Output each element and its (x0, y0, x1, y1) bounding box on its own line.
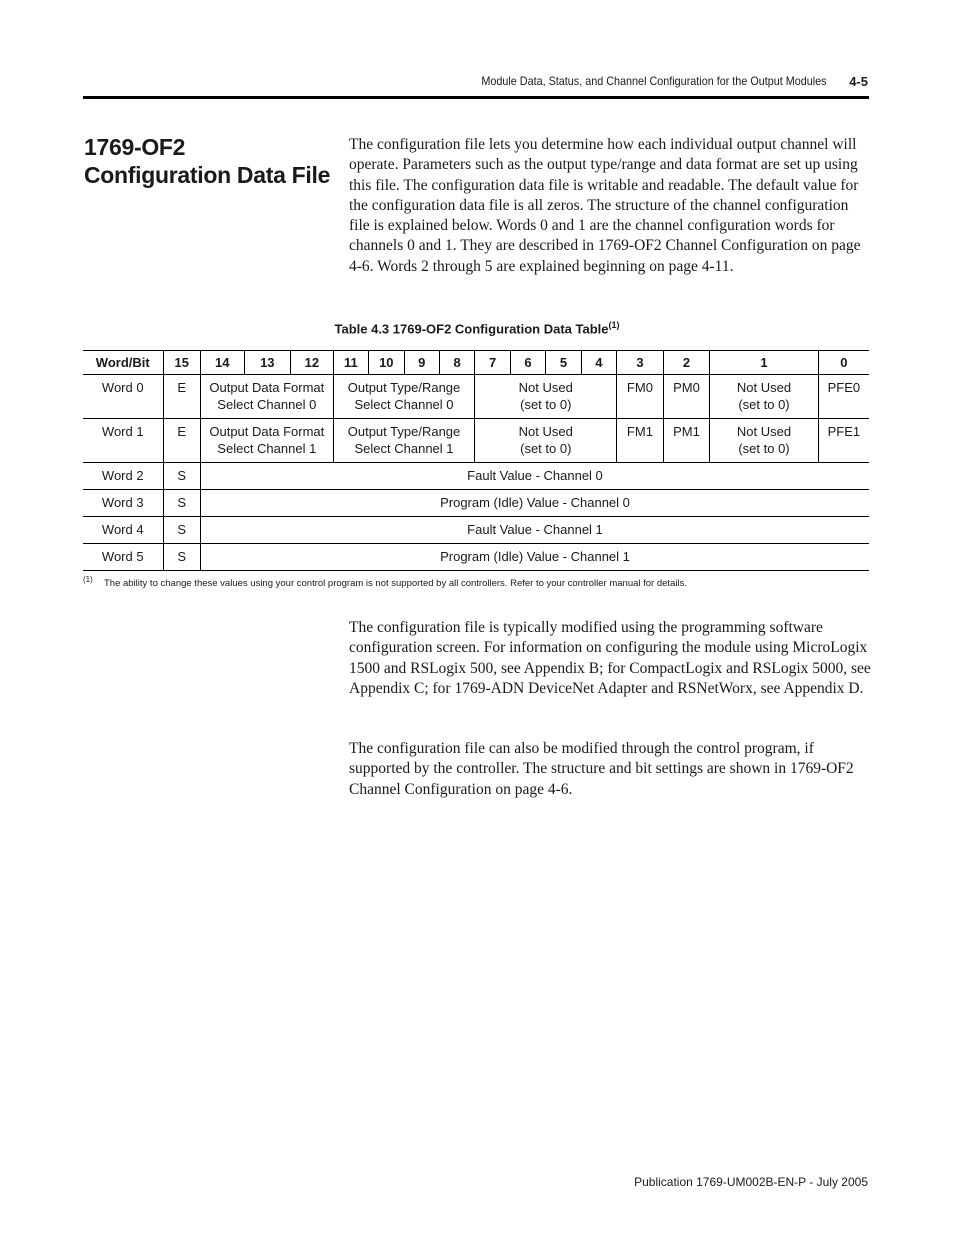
fault-mode-cell: FM0 (617, 375, 664, 419)
configuration-data-table (83, 350, 869, 571)
not-used-line1: Not Used (518, 380, 573, 395)
table-row-word-3 (83, 490, 869, 517)
word-label: Word 4 (83, 517, 163, 544)
bit15-cell: S (163, 544, 200, 571)
word-label: Word 3 (83, 490, 163, 517)
not-used-line2: (set to 0) (520, 397, 572, 412)
section-title: 1769-OF2 Configuration Data File (84, 134, 331, 188)
not-used-cell (710, 375, 818, 419)
bit15-cell: E (163, 375, 200, 419)
not-used-cell (710, 419, 818, 463)
not-used-cell (475, 375, 617, 419)
program-mode-cell: PM1 (663, 419, 710, 463)
header-cell: 9 (404, 351, 439, 375)
word-value-cell: Program (Idle) Value - Channel 0 (200, 490, 869, 517)
header-cell: 11 (333, 351, 368, 375)
header-cell: 6 (510, 351, 545, 375)
data-format-line2: Select Channel 1 (217, 441, 317, 456)
data-format-line2: Select Channel 0 (217, 397, 317, 412)
type-range-line2: Select Channel 1 (354, 441, 454, 456)
bit15-cell: S (163, 463, 200, 490)
type-range-cell (333, 375, 475, 419)
pfe-cell: PFE1 (818, 419, 869, 463)
header-cell: 5 (546, 351, 581, 375)
header-cell: 0 (818, 351, 869, 375)
data-format-cell (200, 419, 333, 463)
header-cell: 15 (163, 351, 200, 375)
not-used-line2: (set to 0) (520, 441, 572, 456)
control-program-paragraph: The configuration file can also be modified through the control program, if supported by the controller. The structure and bit settings are shown in 1769-OF2 Channel Configuration on page 4-6. (349, 740, 854, 798)
table-row-word-0 (83, 375, 869, 419)
table-row-word-4 (83, 517, 869, 544)
type-range-line2: Select Channel 0 (354, 397, 454, 412)
header-cell: 10 (369, 351, 404, 375)
word-label: Word 1 (83, 419, 163, 463)
word-value-cell: Fault Value - Channel 0 (200, 463, 869, 490)
bit15-cell: S (163, 517, 200, 544)
not-used-cell (475, 419, 617, 463)
word-label: Word 0 (83, 375, 163, 419)
not-used-line2: (set to 0) (738, 397, 790, 412)
page-number: 4-5 (849, 74, 868, 89)
type-range-cell (333, 419, 475, 463)
not-used-line1: Not Used (518, 424, 573, 439)
data-format-line1: Output Data Format (209, 424, 325, 439)
header-cell: 14 (200, 351, 244, 375)
header-cell: Word/Bit (83, 351, 163, 375)
word-label: Word 5 (83, 544, 163, 571)
header-cell: 2 (663, 351, 710, 375)
programming-software-paragraph: The configuration file is typically modified using the programming software configuration screen. For information on configuring the module using MicroLogix 1500 and RSLogix 500, see Appendix B; for CompactLogix and RSLogix 5000, see Appendix C; for 1769-ADN DeviceNet Adapter and RSNetWorx, see Appendix D. (349, 619, 871, 697)
data-format-line1: Output Data Format (209, 380, 325, 395)
intro-paragraph: The configuration file lets you determine how each individual output channel will operate. Parameters such as the output type/range and data format are set up using this file. The configuration data file is writable and readable. The default value for the configuration data file is all zeros. The structure of the channel configuration file is explained below. Words 0 and 1 are the channel configuration words for channels 0 and 1. They are described in 1769-OF2 Channel Configuration on page 4-6. Words 2 through 5 are explained beginning on page 4-11. (349, 136, 861, 275)
pfe-cell: PFE0 (818, 375, 869, 419)
table-caption-text: Table 4.3 1769-OF2 Configuration Data Table (334, 321, 609, 337)
header-rule (83, 96, 869, 99)
table-header-row (83, 351, 869, 375)
table-caption (0, 320, 954, 336)
header-cell: 7 (475, 351, 510, 375)
table-caption-note-ref: (1) (608, 320, 620, 330)
header-cell: 4 (581, 351, 616, 375)
footnote-text: The ability to change these values using your control program is not supported by all controllers. Refer to your controller manual for details. (104, 578, 687, 589)
header-cell: 13 (244, 351, 291, 375)
bit15-cell: E (163, 419, 200, 463)
type-range-line1: Output Type/Range (347, 380, 461, 395)
type-range-line1: Output Type/Range (347, 424, 461, 439)
header-cell: 1 (710, 351, 818, 375)
not-used-line2: (set to 0) (738, 441, 790, 456)
header-cell: 12 (291, 351, 334, 375)
word-value-cell: Program (Idle) Value - Channel 1 (200, 544, 869, 571)
word-label: Word 2 (83, 463, 163, 490)
not-used-line1: Not Used (736, 380, 792, 395)
footnote-mark: (1) (83, 575, 93, 584)
table-row-word-1 (83, 419, 869, 463)
fault-mode-cell: FM1 (617, 419, 664, 463)
not-used-line1: Not Used (736, 424, 792, 439)
program-mode-cell: PM0 (663, 375, 710, 419)
header-cell: 3 (617, 351, 664, 375)
table-row-word-5 (83, 544, 869, 571)
running-header: Module Data, Status, and Channel Configuration for the Output Modules (481, 74, 827, 88)
table-row-word-2 (83, 463, 869, 490)
word-value-cell: Fault Value - Channel 1 (200, 517, 869, 544)
bit15-cell: S (163, 490, 200, 517)
data-format-cell (200, 375, 333, 419)
publication-footer: Publication 1769-UM002B-EN-P - July 2005 (634, 1175, 868, 1189)
header-cell: 8 (439, 351, 474, 375)
